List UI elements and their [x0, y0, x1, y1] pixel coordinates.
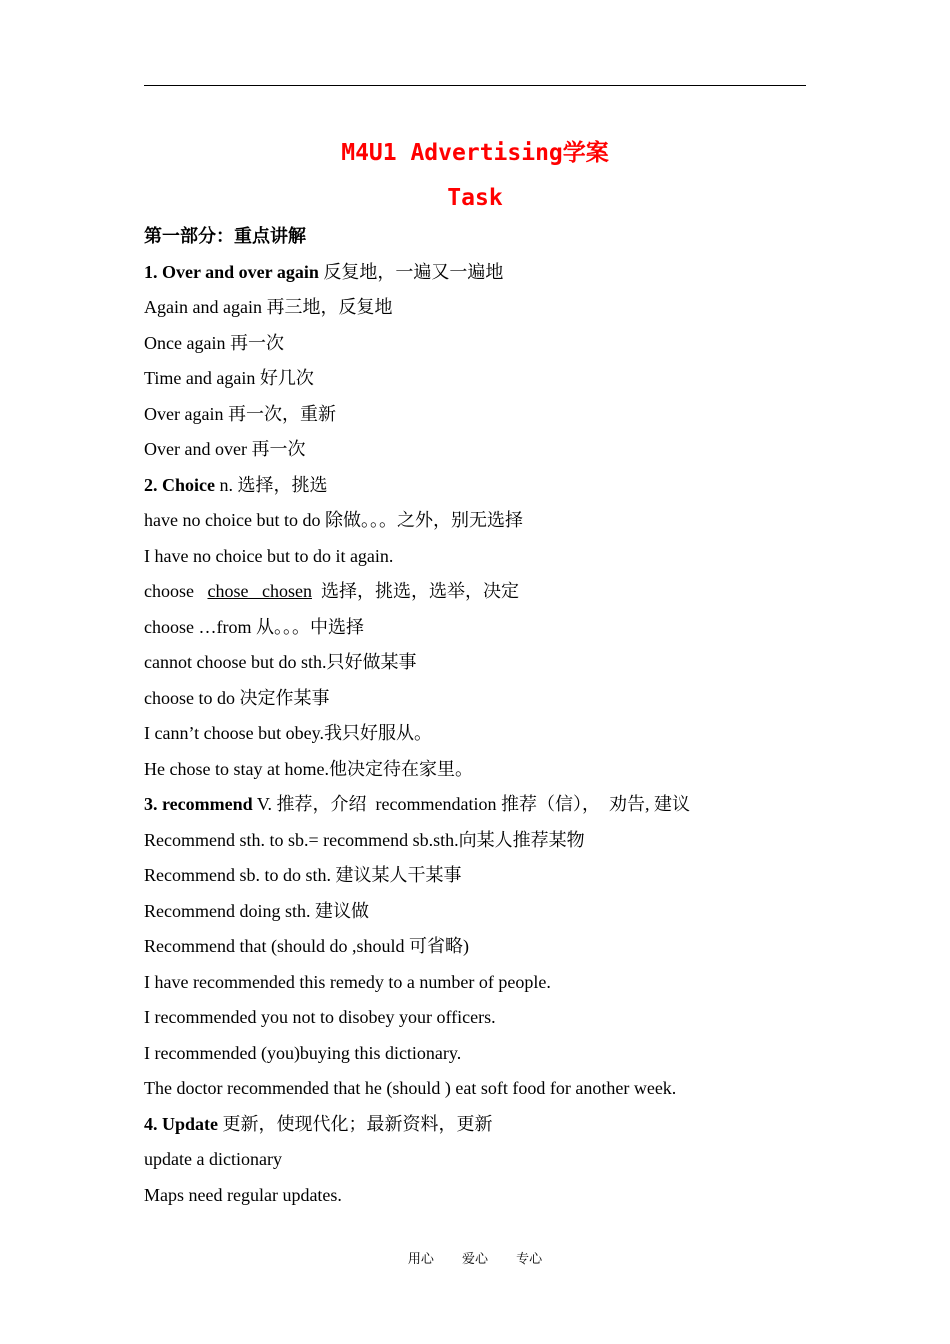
text-line: [144, 293, 814, 329]
header-rule: [144, 85, 806, 86]
text-line: [144, 897, 814, 933]
line-text: Recommend sb. to do sth. 建议某人干某事: [144, 865, 462, 885]
line-text: I have no choice but to do it again.: [144, 545, 394, 566]
line-bold-term: 2. Choice: [144, 474, 215, 495]
footer-item: 用心: [407, 1252, 434, 1267]
line-text: n. 选择，挑选: [215, 474, 328, 495]
text-line: [144, 435, 814, 471]
text-line: [144, 932, 814, 968]
text-line: [144, 258, 814, 294]
line-bold-term: 1. Over and over again: [144, 261, 319, 282]
line-text: I have recommended this remedy to a number of people.: [144, 971, 551, 992]
line-bold-term: 3. recommend: [144, 794, 253, 814]
line-text: have no choice but to do 除做。。。之外，别无选择: [144, 510, 523, 530]
text-line: [144, 861, 814, 897]
document-subtitle: Task: [447, 185, 503, 211]
text-line: [144, 1145, 814, 1181]
text-line: [144, 506, 814, 542]
page-footer: [0, 1248, 950, 1267]
text-lines: [144, 258, 814, 1217]
line-prefix: choose: [144, 581, 208, 601]
line-text: Again and again 再三地，反复地: [144, 297, 393, 317]
line-text: cannot choose but do sth.只好做某事: [144, 652, 417, 672]
text-line: [144, 1039, 814, 1075]
text-line: [144, 755, 814, 791]
text-line: [144, 1181, 814, 1217]
line-text: choose to do 决定作某事: [144, 687, 330, 708]
line-text: update a dictionary: [144, 1149, 282, 1169]
line-text: 反复地，一遍又一遍地: [318, 261, 504, 282]
text-line: [144, 471, 814, 507]
line-text: Once again 再一次: [144, 332, 284, 353]
document-body: [144, 222, 814, 1216]
line-bold-term: 4. Update: [144, 1113, 219, 1134]
line-text: 选择，挑选，选举，决定: [311, 581, 519, 601]
line-text: I recommended (you)buying this dictionary.: [144, 1042, 462, 1063]
line-text: Recommend sth. to sb.= recommend sb.sth.向某人推荐某物: [144, 829, 585, 850]
line-text: Recommend that (should do ,should 可省略): [144, 936, 469, 956]
text-line: [144, 613, 814, 649]
line-text: Recommend doing sth. 建议做: [144, 900, 369, 921]
text-line: [144, 684, 814, 720]
line-text: The doctor recommended that he (should ) eat soft food for another week.: [144, 1078, 677, 1098]
line-text: V. 推荐，介绍 recommendation 推荐（信）， 劝告, 建议: [252, 794, 690, 814]
text-line: [144, 577, 814, 613]
text-line: [144, 968, 814, 1004]
line-text: I cann’t choose but obey.我只好服从。: [144, 723, 432, 743]
line-underlined: chose chosen: [207, 581, 312, 601]
footer-item: 专心: [516, 1252, 543, 1267]
text-line: [144, 719, 814, 755]
text-line: [144, 826, 814, 862]
text-line: [144, 1110, 814, 1146]
text-line: [144, 329, 814, 365]
text-line: [144, 1003, 814, 1039]
line-text: I recommended you not to disobey your officers.: [144, 1007, 496, 1027]
line-text: He chose to stay at home.他决定待在家里。: [144, 758, 473, 779]
footer-item: 爱心: [461, 1252, 488, 1267]
text-line: [144, 790, 814, 826]
text-line: [144, 648, 814, 684]
section-heading: 第一部分：重点讲解: [144, 226, 306, 246]
text-line: [144, 542, 814, 578]
document-title: M4U1 Advertising学案: [341, 140, 609, 166]
line-text: choose …from 从。。。中选择: [144, 616, 364, 637]
text-line: [144, 1074, 814, 1110]
line-text: Maps need regular updates.: [144, 1184, 342, 1205]
line-text: Time and again 好几次: [144, 368, 314, 388]
line-text: Over again 再一次，重新: [144, 403, 336, 424]
line-text: Over and over 再一次: [144, 439, 306, 459]
text-line: [144, 364, 814, 400]
line-text: 更新，使现代化；最新资料，更新: [218, 1113, 493, 1134]
text-line: [144, 400, 814, 436]
